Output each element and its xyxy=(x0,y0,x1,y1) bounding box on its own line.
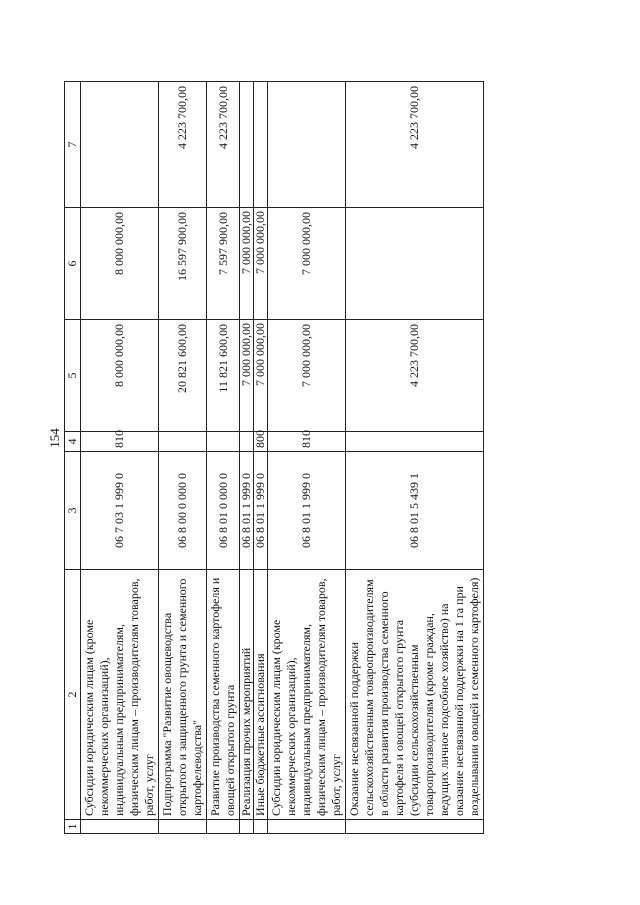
row-code: 06 8 00 0 000 0 xyxy=(159,452,207,570)
row-vr xyxy=(159,432,207,452)
row-name: Подпрограмма "Развитие овощеводства открытого и защищенного грунта и семенного картофелеводства" xyxy=(159,570,207,820)
row-name: Субсидии юридическим лицам (кроме некоммерческих организаций), индивидуальным предпринимателям, физическим лицам – производителям товаров, работ, услуг xyxy=(268,570,346,820)
row-code: 06 7 03 1 999 0 xyxy=(81,452,159,570)
row-marker-cell xyxy=(268,820,346,834)
row-vr: 800 xyxy=(254,432,268,452)
row-amount-6: 7 000 000,00 xyxy=(254,208,268,320)
table-row xyxy=(268,82,346,834)
table-row xyxy=(159,82,207,834)
row-name: Иные бюджетные ассигнования xyxy=(254,570,268,820)
page-number: 154 xyxy=(47,428,62,448)
row-code: 06 8 01 1 999 0 xyxy=(240,452,254,570)
row-amount-6: 8 000 000,00 xyxy=(81,208,159,320)
header-col-2: 2 xyxy=(65,570,81,820)
row-marker-cell xyxy=(207,820,240,834)
row-amount-5: 7 000 000,00 xyxy=(240,320,254,432)
row-vr: 810 xyxy=(81,432,159,452)
row-amount-5: 7 000 000,00 xyxy=(268,320,346,432)
header-col-7: 7 xyxy=(65,82,81,208)
row-code: 06 8 01 5 439 1 xyxy=(346,452,484,570)
row-amount-7: 4 223 700,00 xyxy=(346,82,484,208)
row-amount-7 xyxy=(81,82,159,208)
header-col-5: 5 xyxy=(65,320,81,432)
table-row xyxy=(254,82,268,834)
header-col-4: 4 xyxy=(65,432,81,452)
row-name: Субсидии юридическим лицам (кроме некоммерческих организаций), индивидуальным предпринимателям, физическим лицам – производителям товаров, работ, услуг xyxy=(81,570,159,820)
row-amount-5: 11 821 600,00 xyxy=(207,320,240,432)
row-amount-5: 8 000 000,00 xyxy=(81,320,159,432)
row-amount-5: 20 821 600,00 xyxy=(159,320,207,432)
row-name: Оказание несвязанной поддержки сельскохозяйственным товаропроизводителям в области развития производства семенного картофеля и овощей открытого грунта (субсидии сельскохозяйственным товаропроизводителям (кроме граждан, ведущих личное подсобное хозяйство) на оказание несвязанной поддержки на 1 га при возделывании овощей и семенного картофеля) xyxy=(346,570,484,820)
header-col-6: 6 xyxy=(65,208,81,320)
row-marker-cell xyxy=(81,820,159,834)
row-code: 06 8 01 1 999 0 xyxy=(268,452,346,570)
row-marker-cell xyxy=(346,820,484,834)
table-row xyxy=(240,82,254,834)
row-vr: 810 xyxy=(268,432,346,452)
table-row xyxy=(346,82,484,834)
row-amount-6: 16 597 900,00 xyxy=(159,208,207,320)
row-amount-6: 7 597 900,00 xyxy=(207,208,240,320)
row-marker-cell xyxy=(159,820,207,834)
row-vr xyxy=(207,432,240,452)
header-col-3: 3 xyxy=(65,452,81,570)
row-amount-5: 4 223 700,00 xyxy=(346,320,484,432)
budget-table xyxy=(64,81,484,834)
row-marker-cell xyxy=(240,820,254,834)
row-amount-7 xyxy=(240,82,254,208)
header-col-1: 1 xyxy=(65,820,81,834)
row-vr xyxy=(240,432,254,452)
row-amount-6: 7 000 000,00 xyxy=(240,208,254,320)
row-amount-7: 4 223 700,00 xyxy=(207,82,240,208)
row-code: 06 8 01 1 999 0 xyxy=(254,452,268,570)
row-name: Реализация прочих мероприятий xyxy=(240,570,254,820)
header-row xyxy=(65,82,81,834)
row-name: Развитие производства семенного картофеля и овощей открытого грунта xyxy=(207,570,240,820)
row-amount-7 xyxy=(268,82,346,208)
table-row xyxy=(207,82,240,834)
row-code: 06 8 01 0 000 0 xyxy=(207,452,240,570)
row-vr xyxy=(346,432,484,452)
row-amount-6: 7 000 000,00 xyxy=(268,208,346,320)
rotated-page-content xyxy=(64,82,624,834)
row-amount-6 xyxy=(346,208,484,320)
row-amount-7: 4 223 700,00 xyxy=(159,82,207,208)
table-row xyxy=(81,82,159,834)
row-amount-7 xyxy=(254,82,268,208)
row-marker-cell xyxy=(254,820,268,834)
row-amount-5: 7 000 000,00 xyxy=(254,320,268,432)
